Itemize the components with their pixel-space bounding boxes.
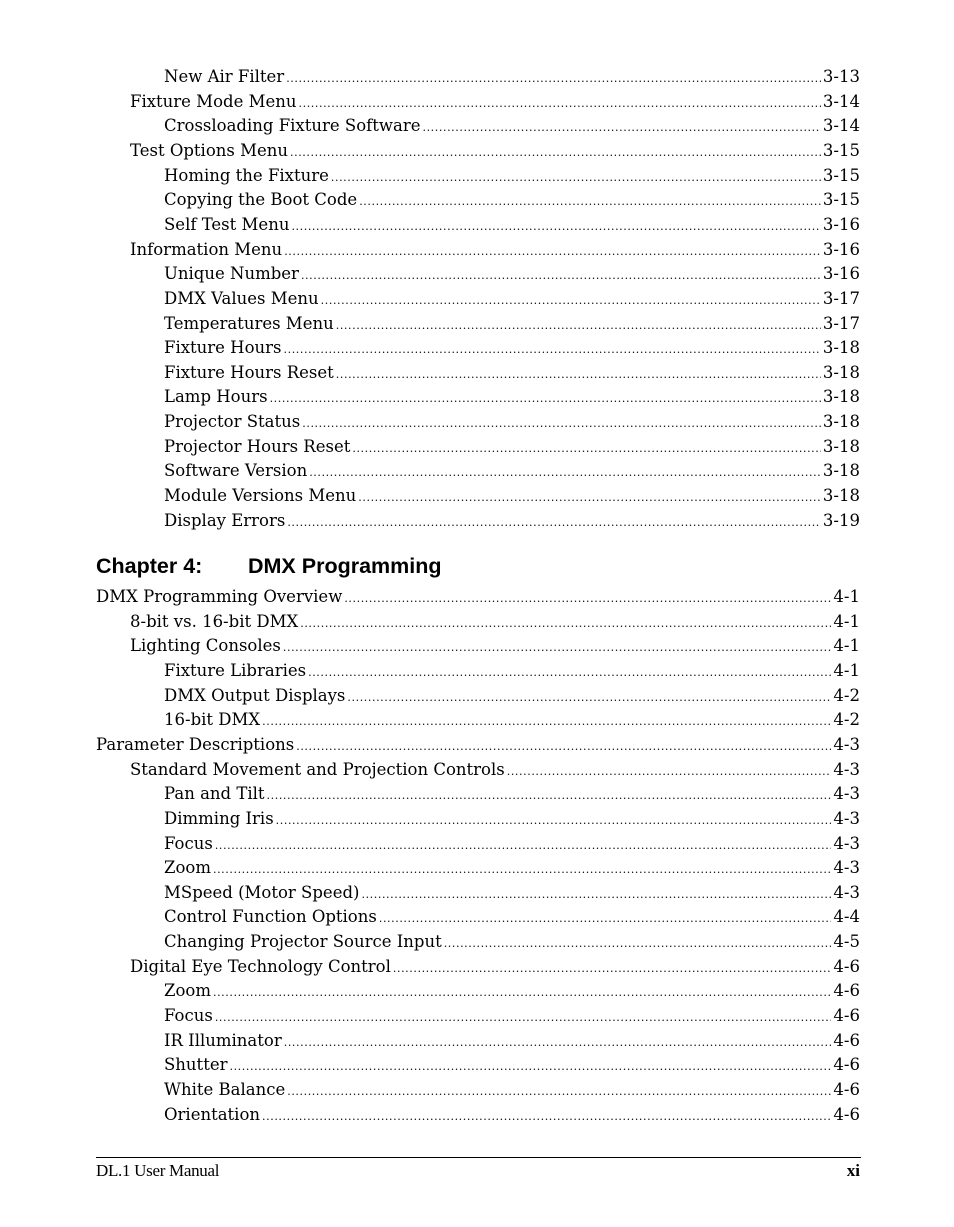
toc-entry-title: MSpeed (Motor Speed) (164, 882, 360, 902)
toc-entry-page: 3-18 (822, 486, 860, 506)
dot-leader (291, 215, 820, 239)
toc-entry-title: Software Version (164, 461, 308, 481)
dot-leader (507, 760, 832, 784)
toc-entry[interactable] (164, 484, 860, 508)
toc-entry[interactable] (164, 114, 860, 138)
toc-entry-page: 4-3 (833, 808, 860, 828)
toc-entry-title: Dimming Iris (164, 808, 274, 828)
toc-entry-title: New Air Filter (164, 67, 285, 86)
toc-entry-page: 3-15 (822, 140, 860, 160)
toc-entry-title: Fixture Mode Menu (130, 91, 297, 111)
dot-leader (270, 387, 821, 411)
dot-leader (262, 710, 831, 734)
toc-entry-page: 4-1 (833, 660, 860, 680)
toc-entry[interactable] (164, 979, 860, 1003)
dot-leader (287, 1080, 831, 1104)
toc-entry[interactable] (130, 139, 860, 163)
toc-entry-title: Focus (164, 1006, 213, 1026)
toc-entry[interactable] (164, 459, 860, 483)
toc-entry-page: 3-15 (822, 190, 860, 210)
toc-entry[interactable] (164, 659, 860, 683)
toc-entry-title: Focus (164, 833, 213, 853)
toc-entry-page: 4-6 (833, 1006, 860, 1026)
dot-leader (358, 486, 821, 510)
toc-entry[interactable] (164, 188, 860, 212)
toc-entry-title: Test Options Menu (130, 140, 289, 160)
toc-entry-page: 4-3 (833, 833, 860, 853)
toc-entry-title: Zoom (164, 858, 211, 878)
toc-entry-page: 3-14 (822, 116, 860, 136)
toc-entry-page: 4-3 (833, 784, 860, 804)
toc-entry-title: Orientation (164, 1104, 261, 1124)
toc-entry-title: 16-bit DMX (164, 710, 261, 730)
toc-entry-title: IR Illuminator (164, 1030, 282, 1050)
toc-entry-page: 4-6 (833, 1104, 860, 1124)
dot-leader (296, 735, 831, 759)
toc-entry-page: 3-19 (822, 510, 860, 530)
toc-entry-page: 3-16 (822, 214, 860, 234)
toc-entry-page: 3-13 (822, 67, 860, 86)
toc-entry-page: 3-18 (822, 412, 860, 432)
toc-entry[interactable] (164, 708, 860, 732)
dot-leader (283, 636, 832, 660)
toc-entry-title: Module Versions Menu (164, 486, 357, 506)
toc-entry-title: Temperatures Menu (164, 313, 334, 333)
toc-entry-title: Shutter (164, 1055, 228, 1075)
toc-entry[interactable] (164, 385, 860, 409)
toc-entry[interactable] (164, 410, 860, 434)
dot-leader (284, 240, 821, 264)
toc-entry[interactable] (164, 1103, 860, 1127)
toc-entry-page: 4-1 (833, 587, 860, 606)
toc-entry[interactable] (164, 1078, 860, 1102)
dot-leader (276, 809, 832, 833)
toc-entry-title: Changing Projector Source Input (164, 932, 442, 952)
toc-entry-title: Zoom (164, 981, 211, 1001)
toc-entry[interactable] (96, 733, 860, 757)
toc-entry[interactable] (130, 610, 860, 634)
dot-leader (302, 412, 821, 436)
dot-leader (359, 190, 821, 214)
footer-manual-name: DL.1 User Manual (96, 1161, 220, 1180)
toc-entry[interactable] (130, 634, 860, 658)
dot-leader (422, 116, 820, 140)
toc-entry-title: Control Function Options (164, 907, 377, 927)
dot-leader (215, 834, 832, 858)
toc-entry[interactable] (164, 684, 860, 708)
toc-entry-page: 4-3 (833, 858, 860, 878)
toc-entry-title: Self Test Menu (164, 214, 290, 234)
dot-leader (347, 686, 831, 710)
toc-entry-page: 3-18 (822, 338, 860, 358)
toc-entry-title: DMX Output Displays (164, 685, 346, 705)
toc-entry[interactable] (164, 287, 860, 311)
toc-entry[interactable] (164, 164, 860, 188)
toc-entry-page: 4-2 (833, 710, 860, 730)
toc-entry-title: Fixture Hours (164, 338, 282, 358)
toc-entry-title: Lamp Hours (164, 387, 268, 407)
toc-entry-page: 3-18 (822, 362, 860, 382)
toc-entry[interactable] (164, 361, 860, 385)
toc-entry-page: 3-18 (822, 387, 860, 407)
toc-entry[interactable] (164, 213, 860, 237)
dot-leader (444, 932, 832, 956)
toc-entry-page: 4-5 (833, 932, 860, 952)
toc-entry-page: 4-6 (833, 1030, 860, 1050)
dot-leader (301, 264, 821, 288)
toc-entry-page: 4-1 (833, 611, 860, 631)
toc-entry-title: Display Errors (164, 510, 286, 530)
toc-entry[interactable] (164, 807, 860, 831)
dot-leader (336, 363, 821, 387)
toc-entry[interactable] (164, 262, 860, 286)
dot-leader (379, 907, 832, 931)
toc-entry-title: White Balance (164, 1080, 286, 1099)
dot-leader (284, 338, 821, 362)
toc-entry[interactable] (164, 930, 860, 954)
dot-leader (262, 1105, 831, 1129)
toc-entry-page: 3-14 (822, 91, 860, 111)
toc-entry-page: 4-3 (833, 882, 860, 902)
toc-entry-page: 4-6 (833, 1080, 860, 1099)
toc-entry-page: 4-6 (833, 1055, 860, 1075)
toc-entry[interactable] (164, 856, 860, 880)
dot-leader (284, 1031, 832, 1055)
dot-leader (290, 141, 821, 165)
dot-leader (299, 92, 821, 116)
toc-entry-page: 3-15 (822, 165, 860, 185)
dot-leader (308, 661, 831, 685)
toc-entry-title: Lighting Consoles (130, 636, 281, 656)
toc-entry[interactable] (130, 238, 860, 262)
dot-leader (300, 612, 831, 636)
toc-entry-page: 3-18 (822, 461, 860, 481)
toc-entry[interactable] (164, 336, 860, 360)
toc-entry-title: Fixture Hours Reset (164, 362, 334, 382)
dot-leader (344, 587, 831, 611)
dot-leader (267, 784, 832, 808)
dot-leader (229, 1055, 831, 1079)
dot-leader (331, 166, 821, 190)
dot-leader (336, 314, 821, 338)
toc-entry[interactable] (130, 955, 860, 979)
toc-entry[interactable] (164, 1004, 860, 1028)
toc-entry-page: 4-6 (833, 956, 860, 976)
toc-entry-title: Projector Status (164, 412, 301, 432)
toc-entry[interactable] (164, 881, 860, 905)
dot-leader (213, 858, 831, 882)
toc-entry-page: 4-4 (833, 907, 860, 927)
toc-entry[interactable] (130, 758, 860, 782)
toc-entry-title: Projector Hours Reset (164, 436, 351, 456)
toc-entry-title: DMX Values Menu (164, 288, 319, 308)
toc-entry-page: 4-3 (833, 734, 860, 754)
toc-entry-title: Pan and Tilt (164, 784, 265, 804)
toc-entry-page: 3-17 (822, 313, 860, 333)
toc-entry[interactable] (164, 782, 860, 806)
toc-entry-title: Copying the Boot Code (164, 190, 358, 210)
toc-entry-title: Homing the Fixture (164, 165, 329, 185)
toc-entry-page: 4-3 (833, 759, 860, 779)
toc-entry-page: 3-18 (822, 436, 860, 456)
toc-entry[interactable] (164, 435, 860, 459)
footer-rule (96, 1157, 861, 1158)
toc-entry-title: Information Menu (130, 239, 283, 259)
toc-entry-page: 3-16 (822, 239, 860, 259)
dot-leader (361, 883, 831, 907)
toc-entry-title: Fixture Libraries (164, 660, 307, 680)
toc-entry[interactable] (164, 312, 860, 336)
toc-entry[interactable] (164, 509, 860, 533)
footer-page-number: xi (846, 1161, 860, 1180)
dot-leader (213, 981, 831, 1005)
toc-entry-title: DMX Programming Overview (96, 587, 343, 606)
toc-entry-page: 4-2 (833, 685, 860, 705)
toc-entry-page: 3-16 (822, 264, 860, 284)
toc-entry-title: Unique Number (164, 264, 299, 284)
dot-leader (287, 511, 821, 535)
dot-leader (393, 957, 832, 981)
chapter-number: Chapter 4: (96, 554, 203, 578)
toc-entry[interactable] (164, 832, 860, 856)
toc-entry[interactable] (164, 1053, 860, 1077)
chapter-title: DMX Programming (248, 554, 442, 578)
dot-leader (286, 67, 821, 91)
dot-leader (321, 289, 821, 313)
toc-entry-title: Crossloading Fixture Software (164, 116, 421, 136)
toc-entry[interactable] (164, 1029, 860, 1053)
toc-entry-title: 8-bit vs. 16-bit DMX (130, 611, 299, 631)
toc-entry-title: Parameter Descriptions (96, 734, 295, 754)
chapter-heading (96, 551, 442, 581)
toc-entry-page: 3-17 (822, 288, 860, 308)
toc-entry[interactable] (96, 585, 860, 609)
toc-entry-page: 4-1 (833, 636, 860, 656)
dot-leader (309, 461, 821, 485)
toc-entry[interactable] (164, 65, 860, 89)
toc-entry[interactable] (164, 905, 860, 929)
toc-entry[interactable] (130, 90, 860, 114)
dot-leader (352, 437, 821, 461)
toc-entry-page: 4-6 (833, 981, 860, 1001)
dot-leader (215, 1006, 832, 1030)
toc-entry-title: Standard Movement and Projection Controls (130, 759, 505, 779)
toc-entry-title: Digital Eye Technology Control (130, 956, 391, 976)
